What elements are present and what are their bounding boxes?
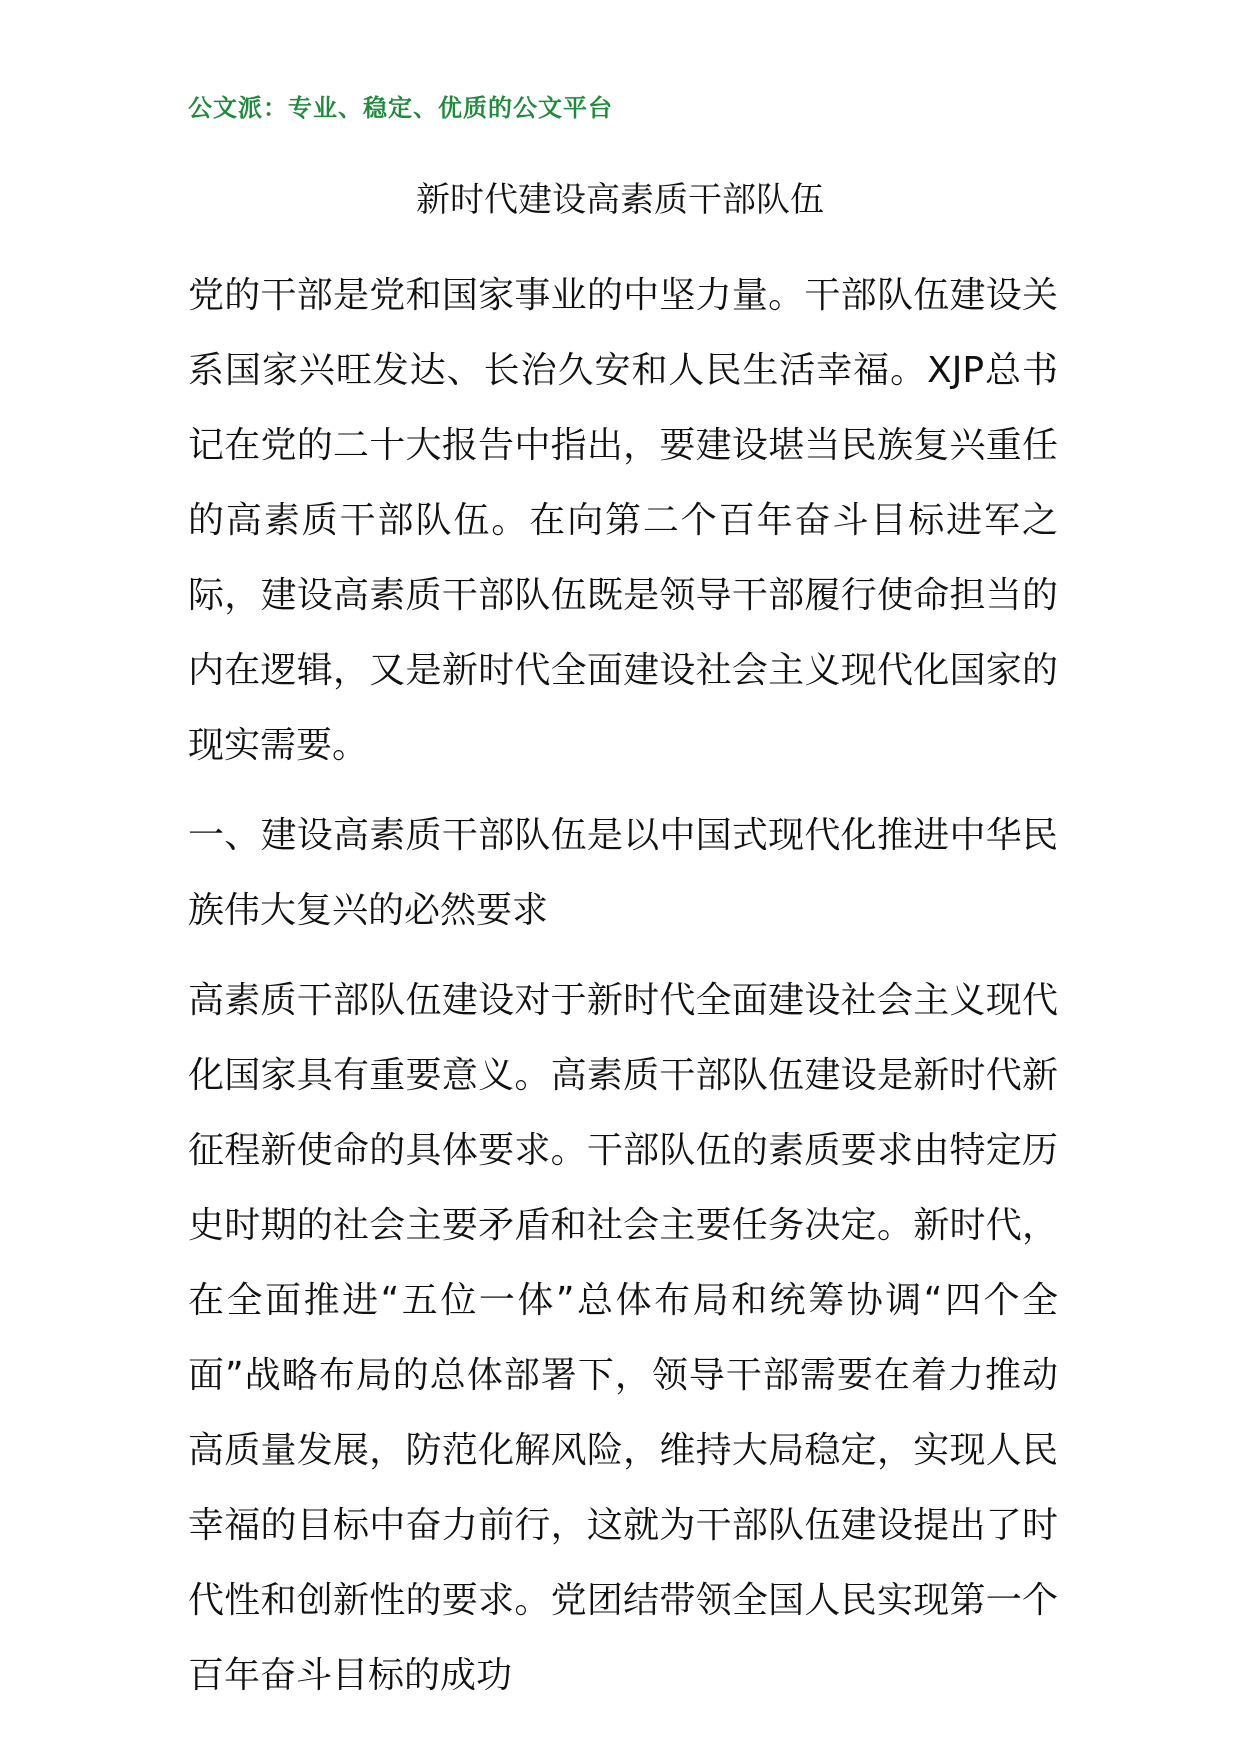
document-body: [188, 258, 1058, 1713]
body-paragraph: 高素质干部队伍建设对于新时代全面建设社会主义现代化国家具有重要意义。高素质干部队伍建设是新时代新征程新使命的具体要求。干部队伍的素质要求由特定历史时期的社会主要矛盾和社会主要任务决定。新时代，在全面推进“五位一体”总体布局和统筹协调“四个全面”战略布局的总体部署下，领导干部需要在着力推动高质量发展，防范化解风险，维持大局稳定，实现人民幸福的目标中奋力前行，这就为干部队伍建设提出了时代性和创新性的要求。党团结带领全国人民实现第一个百年奋斗目标的成功: [188, 980, 1058, 1696]
header-banner: 公文派：专业、稳定、优质的公文平台: [188, 94, 613, 122]
intro-paragraph: 党的干部是党和国家事业的中坚力量。干部队伍建设关系国家兴旺发达、长治久安和人民生活幸福。XJP总书记在党的二十大报告中指出，要建设堪当民族复兴重任的高素质干部队伍。在向第二个百年奋斗目标进军之际，建设高素质干部队伍既是领导干部履行使命担当的内在逻辑，又是新时代全面建设社会主义现代化国家的现实需要。: [188, 275, 1058, 766]
section-heading-1: 一、建设高素质干部队伍是以中国式现代化推进中华民族伟大复兴的必然要求: [188, 815, 1058, 931]
document-title: 新时代建设高素质干部队伍: [416, 180, 824, 220]
